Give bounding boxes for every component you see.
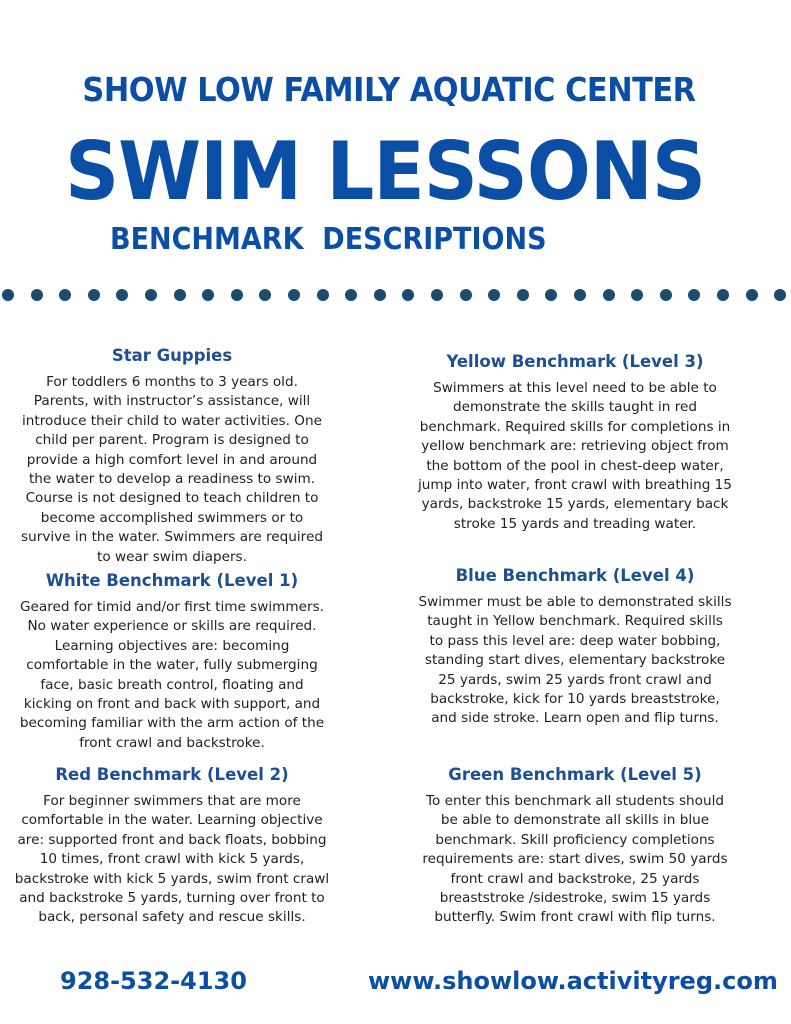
divider-dot: [59, 289, 71, 301]
divider-dot: [231, 289, 243, 301]
divider-dot: [374, 289, 386, 301]
divider-dot: [488, 289, 500, 301]
section-text-line: 25 yards, swim 25 yards front crawl and: [438, 671, 712, 688]
section-text-line: backstroke, kick for 10 yards breaststroke,: [430, 691, 720, 708]
divider-dot: [174, 289, 186, 301]
section-text-line: introduce their child to water activities. One: [22, 412, 322, 429]
divider-dot: [345, 289, 357, 301]
section-green-benchmark: [410, 765, 740, 928]
divider-dot: [431, 289, 443, 301]
divider-dot: [317, 289, 329, 301]
dotted-divider: [0, 289, 791, 303]
section-heading: Yellow Benchmark (Level 3): [446, 352, 704, 371]
section-text-line: are: supported front and back floats, bobbing: [17, 831, 327, 848]
section-text-line: Swimmers at this level need to be able to: [433, 380, 717, 396]
section-text-line: survive in the water. Swimmers are required: [21, 529, 323, 546]
section-text-line: become accomplished swimmers or to: [40, 509, 304, 526]
section-heading: Red Benchmark (Level 2): [55, 765, 289, 784]
section-text-line: standing start dives, elementary backstroke: [424, 652, 726, 669]
section-text-line: Course is not designed to teach children to: [25, 490, 319, 507]
org-name: SHOW LOW FAMILY AQUATIC CENTER: [82, 70, 696, 109]
section-text-line: comfortable in the water, fully submerging: [26, 657, 318, 674]
divider-dot: [2, 289, 14, 301]
section-text-line: provide a high comfort level in and around: [26, 451, 318, 468]
section-text-line: yards, backstroke 15 yards, elementary back: [421, 496, 729, 513]
section-text-line: Geared for timid and/or first time swimmers.: [19, 599, 325, 615]
divider-dot: [631, 289, 643, 301]
section-text-line: and side stroke. Learn open and flip turns.: [431, 710, 719, 727]
section-text-line: child per parent. Program is designed to: [35, 432, 309, 449]
section-text-line: back, personal safety and rescue skills.: [38, 909, 306, 926]
section-text-line: Parents, with instructor’s assistance, will: [33, 393, 311, 410]
section-text-line: front crawl and backstroke, 25 yards: [450, 870, 700, 887]
divider-dot: [774, 289, 786, 301]
section-text-line: stroke 15 yards and treading water.: [453, 515, 697, 532]
section-text-line: and backstroke 5 yards, turning over front to: [19, 890, 325, 907]
page-title: SWIM LESSONS: [64, 125, 706, 218]
divider-dot: [460, 289, 472, 301]
section-text-line: breaststroke /sidestroke, swim 15 yards: [439, 890, 711, 907]
section-text-line: the water to develop a readiness to swim.: [28, 471, 316, 488]
section-text-line: jump into water, front crawl with breathing 15: [418, 477, 732, 494]
divider-dot: [660, 289, 672, 301]
divider-dot: [288, 289, 300, 301]
section-heading: Blue Benchmark (Level 4): [455, 566, 695, 585]
section-text-line: front crawl and backstroke.: [79, 734, 265, 751]
phone-number: 928-532-4130: [60, 967, 247, 995]
page-subtitle: BENCHMARK DESCRIPTIONS: [110, 222, 547, 257]
divider-dot: [259, 289, 271, 301]
section-text-line: To enter this benchmark all students should: [426, 793, 724, 809]
section-heading: Star Guppies: [111, 346, 233, 365]
divider-dot: [688, 289, 700, 301]
section-text-line: benchmark. Required skills for completions in: [419, 418, 731, 435]
divider-dot: [574, 289, 586, 301]
divider-dot: [517, 289, 529, 301]
divider-dot: [545, 289, 557, 301]
divider-dot: [31, 289, 43, 301]
section-text-line: to wear swim diapers.: [97, 548, 247, 565]
section-heading: Green Benchmark (Level 5): [448, 765, 702, 784]
section-text-line: becoming familiar with the arm action of the: [19, 715, 325, 732]
section-text-line: Learning objectives are: becoming: [54, 637, 290, 654]
divider-dot: [603, 289, 615, 301]
divider-dot: [717, 289, 729, 301]
section-text-line: No water experience or skills are required.: [27, 618, 317, 635]
section-text-line: backstroke with kick 5 yards, swim front crawl: [14, 870, 330, 887]
section-blue-benchmark: [410, 566, 740, 729]
section-text-line: be able to demonstrate all skills in blue: [440, 812, 710, 829]
section-text-line: For toddlers 6 months to 3 years old.: [46, 374, 298, 390]
section-text-line: comfortable in the water. Learning objective: [21, 812, 323, 829]
section-text-line: taught in Yellow benchmark. Required skills: [427, 613, 723, 630]
section-text-line: demonstrate the skills taught in red: [453, 399, 697, 416]
divider-dot: [746, 289, 758, 301]
section-text-line: requirements are: start dives, swim 50 yards: [422, 851, 728, 868]
section-heading: White Benchmark (Level 1): [45, 571, 299, 590]
website-link[interactable]: www.showlow.activityreg.com: [368, 967, 778, 995]
section-yellow-benchmark: [410, 352, 740, 534]
divider-dot: [402, 289, 414, 301]
section-text-line: For beginner swimmers that are more: [43, 793, 301, 809]
section-white-benchmark: [7, 571, 337, 753]
section-text-line: face, basic breath control, floating and: [40, 676, 304, 693]
section-text-line: yellow benchmark are: retrieving object from: [421, 438, 729, 455]
divider-dot: [88, 289, 100, 301]
section-text-line: kicking on front and back with support, and: [23, 696, 321, 713]
section-text-line: to pass this level are: deep water bobbing,: [429, 632, 721, 649]
section-red-benchmark: [7, 765, 337, 928]
section-text-line: the bottom of the pool in chest-deep water,: [426, 457, 724, 474]
section-star-guppies: [7, 346, 337, 567]
divider-dot: [145, 289, 157, 301]
section-text-line: benchmark. Skill proficiency completions: [435, 831, 715, 848]
section-text-line: butterfly. Swim front crawl with flip turns.: [434, 909, 716, 926]
divider-dot: [116, 289, 128, 301]
section-text-line: 10 times, front crawl with kick 5 yards,: [39, 851, 305, 868]
divider-dot: [202, 289, 214, 301]
section-text-line: Swimmer must be able to demonstrated skills: [418, 594, 732, 610]
